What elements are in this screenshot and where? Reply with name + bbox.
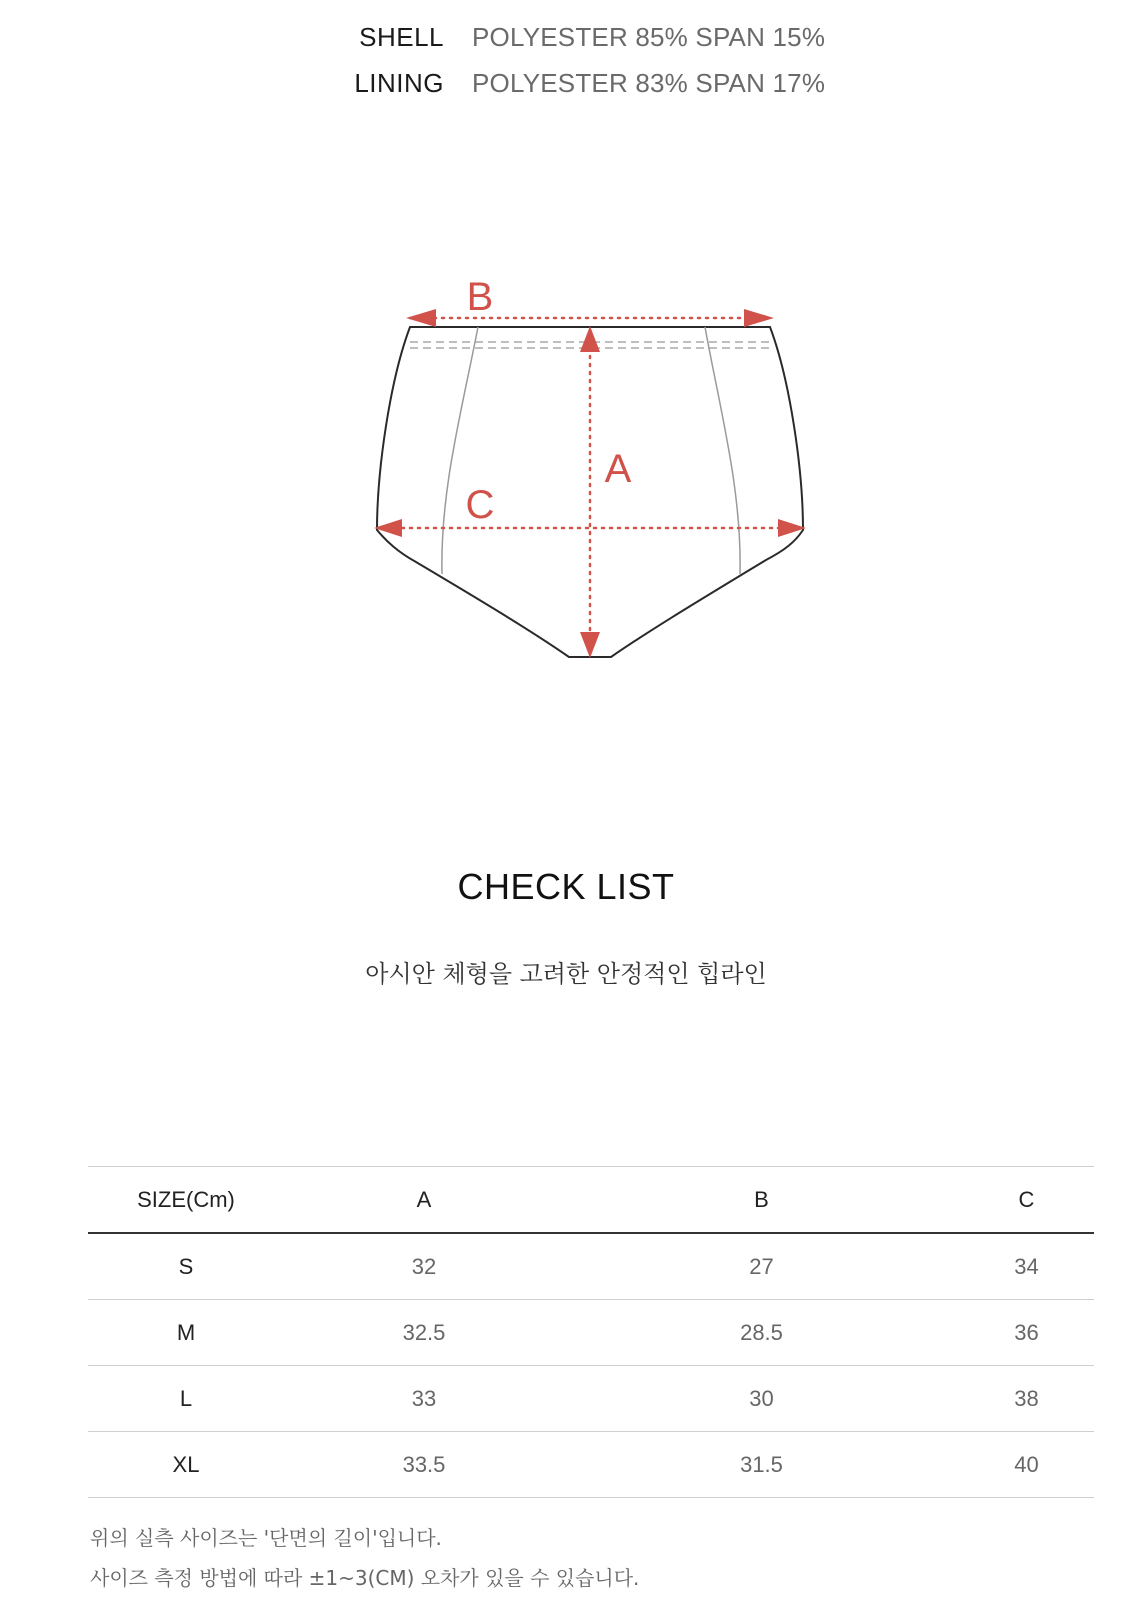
value-c-cell: 40 [1014, 1451, 1039, 1477]
value-b-cell: 28.5 [740, 1319, 783, 1345]
value-b-cell: 30 [749, 1385, 774, 1411]
size-cell: L [179, 1385, 193, 1411]
size-cell: XL [172, 1451, 200, 1477]
note-line: 위의 실측 사이즈는 '단면의 길이'입니다. [90, 1526, 442, 1550]
fabric-composition [0, 22, 1132, 114]
header-c: C [1018, 1186, 1035, 1212]
fabric-label: LINING [354, 68, 444, 98]
arrowhead-b-left [406, 309, 436, 327]
arrowhead-b-right [744, 309, 774, 327]
size-cell: M [176, 1319, 196, 1345]
fabric-row-lining [0, 68, 1132, 114]
label-b: B [466, 275, 494, 319]
fabric-value: POLYESTER 85% SPAN 15% [472, 22, 826, 52]
value-b-cell: 27 [749, 1253, 774, 1279]
check-list-title: CHECK LIST [457, 866, 675, 907]
table-row [88, 1432, 1094, 1498]
fabric-label: SHELL [359, 22, 444, 52]
header-size: SIZE(Cm) [137, 1186, 235, 1212]
table-row [88, 1366, 1094, 1432]
measurement-notes [90, 1518, 1090, 1598]
label-a: A [604, 447, 632, 491]
value-a-cell: 33 [411, 1385, 437, 1411]
header-b: B [754, 1186, 769, 1212]
fabric-value: POLYESTER 83% SPAN 17% [472, 68, 826, 98]
fabric-row-shell [0, 22, 1132, 68]
value-a-cell: 32 [411, 1253, 437, 1279]
value-b-cell: 31.5 [740, 1451, 783, 1477]
value-a-cell: 33.5 [402, 1451, 446, 1477]
table-header-row [88, 1167, 1094, 1234]
header-a: A [416, 1186, 432, 1212]
value-a-cell: 32.5 [402, 1319, 446, 1345]
measurement-diagram [0, 260, 1132, 680]
size-cell: S [178, 1253, 194, 1279]
check-list-subtitle: 아시안 체형을 고려한 안정적인 힙라인 [365, 960, 767, 988]
value-c-cell: 36 [1014, 1319, 1039, 1345]
value-c-cell: 34 [1014, 1253, 1039, 1279]
note-line: 사이즈 측정 방법에 따라 ±1~3(CM) 오차가 있을 수 있습니다. [90, 1566, 640, 1590]
label-c: C [465, 483, 495, 527]
table-row [88, 1300, 1094, 1366]
value-c-cell: 38 [1014, 1385, 1039, 1411]
table-row [88, 1233, 1094, 1300]
size-table [88, 1166, 1094, 1498]
